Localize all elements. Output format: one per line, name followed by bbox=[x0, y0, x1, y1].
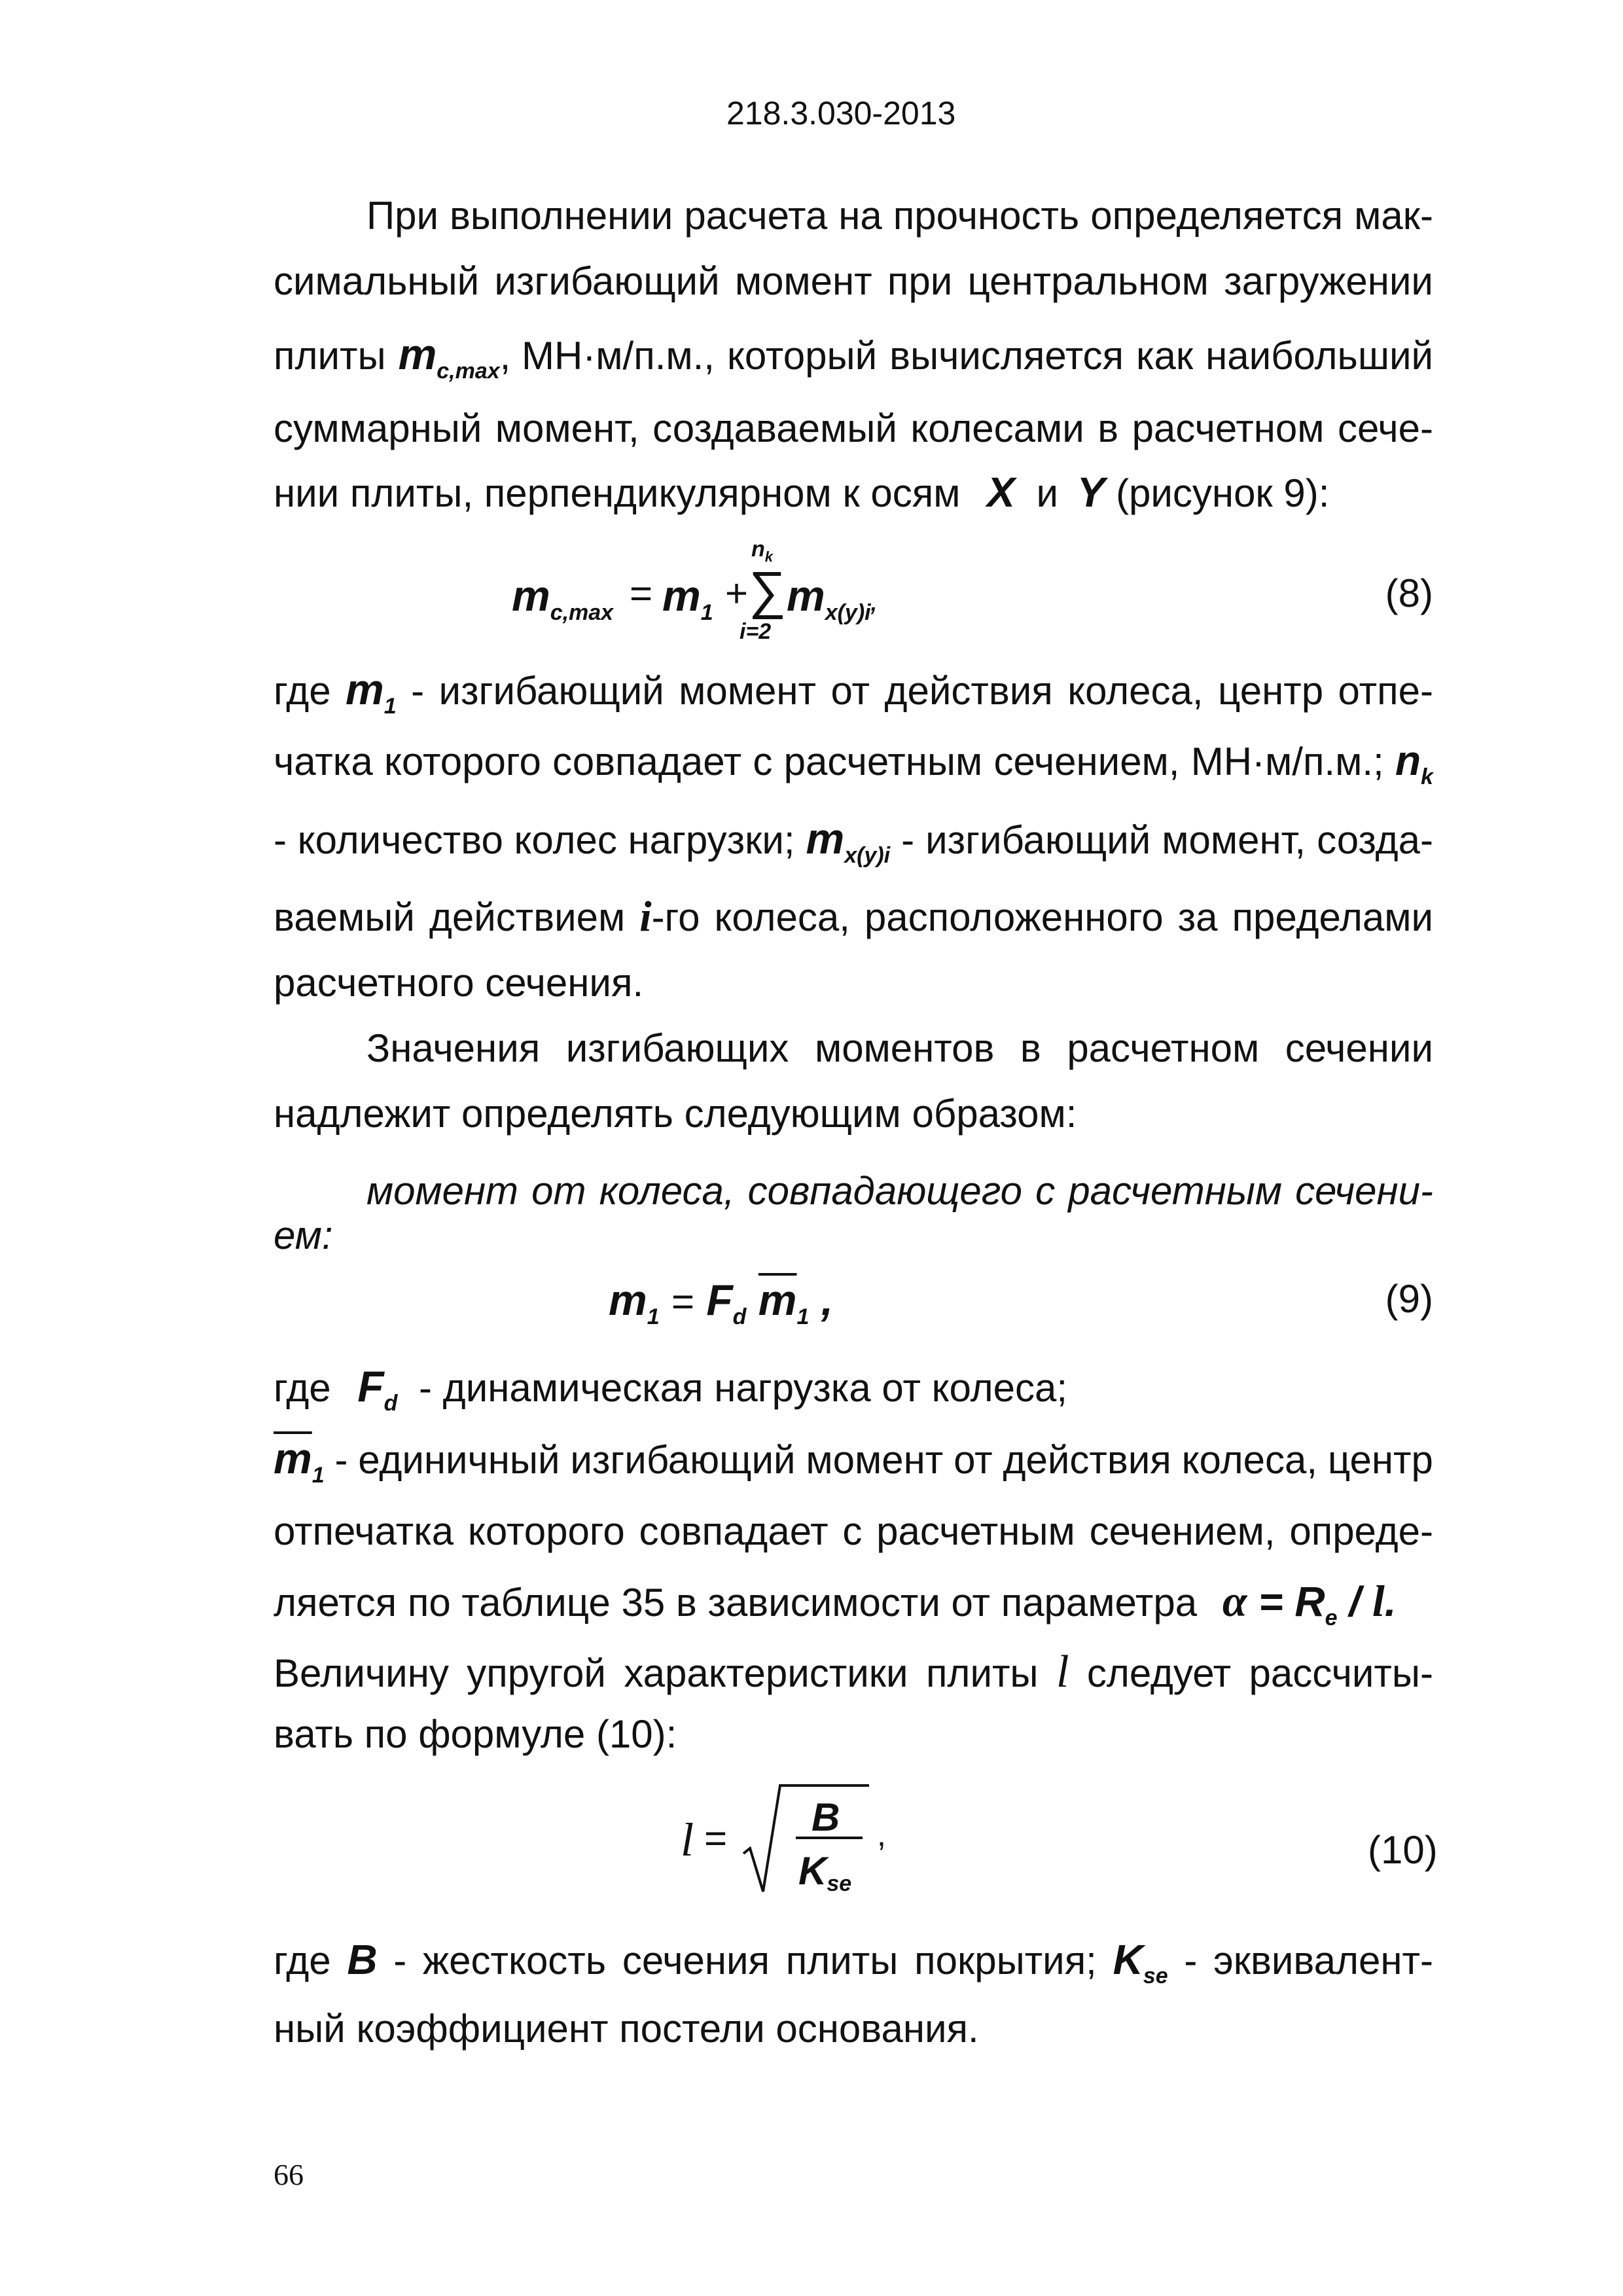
p4-line2: ем: bbox=[274, 1213, 333, 1257]
p2-line2: чатка которого совпадает с расчетным сечением, МН·м/п.м.; $n_k$ bbox=[274, 737, 1433, 789]
p1-line3: плиты $m_{c,max}$, МН·м/п.м., который вычисляется как наибольший bbox=[274, 330, 1433, 384]
m-bar-symbol: $\overline{m}$ bbox=[758, 1276, 797, 1324]
equation-number-10: (10) bbox=[1368, 1828, 1438, 1872]
page-number: 66 bbox=[274, 2158, 304, 2191]
alpha-formula: $\alpha = R_e / l$. bbox=[1222, 1576, 1397, 1630]
p2-line4: ваемый действием i-го колеса, расположенного за пределами bbox=[274, 893, 1433, 941]
p7-line1: где B - жесткость сечения плиты покрытия; $K_{se}$ - эквивалент- bbox=[274, 1936, 1433, 1988]
formula-8: $m_{c,max}$ = $m_1$ + $n_k$ ∑ i=2 $m_{x(y)i}$, bbox=[512, 537, 878, 644]
p2-line3: - количество колес нагрузки; $m_{x(y)i}$ - изгибающий момент, созда- bbox=[274, 814, 1433, 868]
p1-line1: При выполнении расчета на прочность определяется мак- bbox=[366, 194, 1433, 238]
p3-line2: надлежит определять следующим образом: bbox=[274, 1092, 1077, 1136]
p1-line4: суммарный момент, создаваемый колесами в расчетном сече- bbox=[274, 406, 1433, 450]
p1-line5: нии плиты, перпендикулярном к осям X и Y (рисунок 9): bbox=[274, 469, 1330, 516]
p2-line1: где $m_1$ - изгибающий момент от действия колеса, центр отпе- bbox=[274, 665, 1433, 719]
p6-line1: Величину упругой характеристики плиты l следует рассчиты- bbox=[274, 1647, 1433, 1697]
formula-9: $m_1 = F_d$ $\overline{m}_1$ , bbox=[609, 1276, 834, 1329]
p5-line4: ляется по таблице 35 в зависимости от параметра $\alpha = R_e / l$. bbox=[274, 1576, 1397, 1630]
p1-line2: симальный изгибающий момент при центральном загружении bbox=[274, 259, 1433, 303]
p5-line2: $\overline{m}_1$ - единичный изгибающий момент от действия колеса, центр bbox=[274, 1434, 1433, 1488]
p7-line2: ный коэффициент постели основания. bbox=[274, 2007, 979, 2051]
p3-line1: Значения изгибающих моментов в расчетном сечении bbox=[366, 1026, 1433, 1070]
p5-line1: где $F_d$ - динамическая нагрузка от колеса; bbox=[274, 1362, 1067, 1416]
p4-line1: момент от колеса, совпадающего с расчетным сечени- bbox=[366, 1169, 1433, 1213]
equation-number-9: (9) bbox=[1385, 1277, 1433, 1321]
p5-line3: отпечатка которого совпадает с расчетным сечением, опреде- bbox=[274, 1509, 1433, 1553]
p6-line2: вать по формуле (10): bbox=[274, 1712, 677, 1756]
equation-number-8: (8) bbox=[1385, 571, 1433, 615]
formula-10: l = B Kse , bbox=[681, 1780, 890, 1905]
document-number: 218.3.030-2013 bbox=[726, 95, 956, 132]
symbol-m-c-max: $m_{c,max}$ bbox=[398, 330, 500, 384]
p2-line5: расчетного сечения. bbox=[274, 961, 644, 1005]
